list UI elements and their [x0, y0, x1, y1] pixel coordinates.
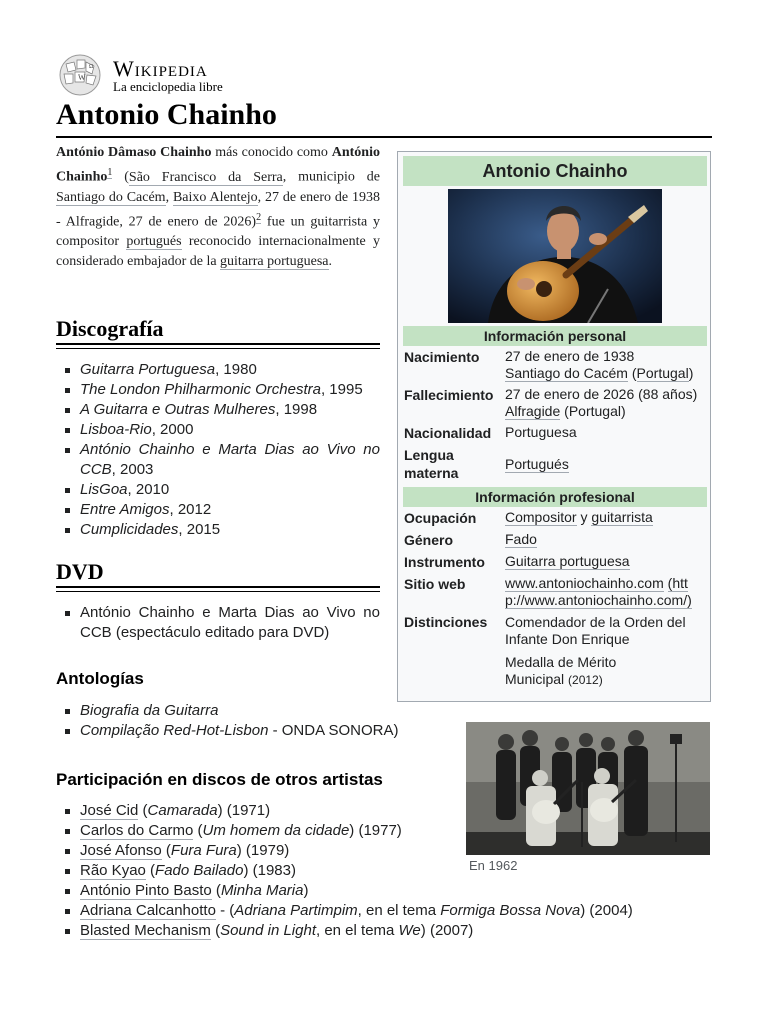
distincion-2-year: (2012)	[568, 673, 603, 687]
intro-text: (	[112, 169, 129, 185]
list-item	[56, 400, 380, 420]
group-photo-1962[interactable]	[466, 722, 710, 855]
list-item	[56, 420, 380, 440]
ocupacion-link-compositor[interactable]: Compositor	[505, 509, 577, 525]
instrumento-label: Instrumento	[404, 554, 485, 570]
svg-text:W: W	[78, 73, 86, 82]
artist-link[interactable]: José Afonso	[80, 842, 162, 859]
list-item	[56, 721, 456, 741]
link-sao-francisco-da-serra[interactable]: São Francisco da Serra	[128, 169, 283, 185]
item-text: (	[210, 922, 221, 939]
list-item	[56, 603, 380, 643]
ocupacion-value	[505, 509, 705, 526]
list-item	[56, 520, 380, 540]
album-title: Fado Bailado	[155, 862, 244, 879]
item-text: (	[211, 882, 221, 899]
death-date: 27 de enero de 2026 (88 años)	[505, 386, 698, 402]
ocupacion-sep: y	[576, 509, 592, 525]
birth-date: 27 de enero de 1938	[505, 348, 635, 364]
infobox-section-profesional: Información profesional	[403, 487, 707, 507]
genero-label: Género	[404, 532, 454, 548]
item-text: , en el tema	[357, 902, 441, 919]
wikipedia-tagline: La enciclopedia libre	[113, 79, 223, 94]
artist-link[interactable]: Blasted Mechanism	[80, 922, 211, 939]
item-text: - (	[215, 902, 235, 919]
distincion-1-line1: Comendador de la Orden del	[505, 614, 686, 630]
antologia-title: Compilação Red-Hot-Lisbon	[80, 722, 269, 739]
link-santiago-do-cacem[interactable]: Santiago do Cacém	[56, 189, 166, 205]
list-item	[56, 500, 380, 520]
sitio-web-url-link-cont[interactable]: p://www.antoniochainho.com/)	[505, 592, 692, 608]
item-text: ) (2007)	[420, 922, 474, 939]
item-text: ) (1971)	[217, 802, 271, 819]
album-title: Fura Fura	[170, 842, 237, 859]
distinciones-label: Distinciones	[404, 614, 488, 630]
discografia-list	[56, 360, 380, 540]
instrumento-link[interactable]: Guitarra portuguesa	[505, 553, 630, 569]
list-item	[56, 701, 456, 721]
dvd-title: António Chainho e Marta Dias ao Vivo no CCB (espectáculo editado para DVD)	[80, 604, 380, 641]
list-item	[56, 881, 716, 901]
album-title: Um homem da cidade	[202, 822, 350, 839]
svg-text:Ω: Ω	[89, 64, 94, 70]
intro-paragraph	[56, 143, 380, 272]
artist-link[interactable]: Rão Kyao	[80, 862, 146, 879]
item-text: , en el tema	[316, 922, 399, 939]
sitio-web-value	[505, 575, 705, 609]
infobox-section-personal: Información personal	[403, 326, 707, 346]
birth-place-link[interactable]: Santiago do Cacém	[505, 365, 628, 381]
list-item	[56, 440, 380, 480]
album-title: The London Philharmonic Orchestra	[80, 381, 321, 398]
list-item	[56, 480, 380, 500]
artist-link[interactable]: Adriana Calcanhotto	[80, 902, 216, 919]
dvd-list	[56, 603, 380, 643]
ocupacion-label: Ocupación	[404, 510, 477, 526]
lengua-label-line2: materna	[404, 465, 459, 481]
antologias-list	[56, 701, 456, 741]
ocupacion-link-guitarrista[interactable]: guitarrista	[591, 509, 653, 525]
album-title: Minha Maria	[220, 882, 304, 899]
distincion-1-line2: Infante Don Enrique	[505, 631, 630, 647]
album-year: , 1998	[275, 401, 318, 418]
artist-link[interactable]: José Cid	[80, 802, 139, 819]
album-year: , 2010	[127, 481, 170, 498]
fallecimiento-label: Fallecimiento	[404, 387, 494, 403]
item-text: (	[193, 822, 203, 839]
sitio-web-url-link[interactable]: (htt	[667, 575, 688, 591]
item-text: ) (1983)	[243, 862, 296, 879]
album-year: , 2000	[151, 421, 194, 438]
dvd-heading: DVD	[56, 559, 104, 584]
list-item	[56, 901, 716, 921]
album-title: A Guitarra e Outras Mulheres	[80, 401, 276, 418]
antologia-title: Biografia da Guitarra	[80, 702, 219, 719]
instrumento-value	[505, 553, 705, 570]
dvd-divider	[56, 586, 380, 592]
wikipedia-globe-icon[interactable]	[56, 54, 104, 96]
infobox-title: Antonio Chainho	[403, 156, 707, 186]
album-year: , 2003	[111, 461, 154, 478]
link-baixo-alentejo[interactable]: Baixo Alentejo	[172, 189, 258, 205]
song-title: Formiga Bossa Nova	[440, 902, 581, 919]
wikipedia-wordmark[interactable]: Wikipedia	[113, 56, 208, 81]
album-title: Adriana Partimpim	[234, 902, 358, 919]
artist-link[interactable]: Carlos do Carmo	[80, 822, 194, 839]
antologias-heading: Antologías	[56, 669, 144, 688]
participacion-heading: Participación en discos de otros artistas	[56, 770, 383, 789]
album-year: , 1980	[215, 361, 257, 378]
antologia-rest: - ONDA SONORA)	[268, 722, 399, 739]
album-title: António Chainho e Marta Dias ao Vivo no CCB	[80, 441, 380, 478]
genero-link[interactable]: Fado	[505, 531, 537, 547]
distincion-2-line1: Medalla de Mérito	[505, 654, 617, 670]
distincion-1	[505, 614, 705, 648]
page-title: Antonio Chainho	[56, 98, 277, 131]
nacimiento-label: Nacimiento	[404, 349, 480, 365]
photo-caption: En 1962	[469, 858, 518, 873]
item-text: (	[138, 802, 148, 819]
album-title: Cumplicidades	[80, 521, 179, 538]
list-item	[56, 921, 716, 941]
link-guitarra-portuguesa[interactable]: guitarra portuguesa	[220, 254, 329, 270]
fallecimiento-value	[505, 386, 705, 420]
death-country: (Portugal)	[560, 403, 626, 419]
item-text: ) (1979)	[236, 842, 290, 859]
song-title: We	[398, 922, 421, 939]
intro-text: .	[328, 254, 333, 270]
artist-link[interactable]: António Pinto Basto	[80, 882, 212, 899]
album-title: Entre Amigos	[80, 501, 170, 518]
item-text: ) (1977)	[349, 822, 402, 839]
portrait-photo[interactable]	[448, 189, 662, 323]
nacimiento-value: 27 de enero de 1938 Santiago do Cacém (Portugal)	[505, 348, 694, 381]
album-title: Lisboa-Rio	[80, 421, 152, 438]
sitio-web-link[interactable]: www.antoniochainho.com	[505, 575, 664, 591]
album-title: LisGoa	[80, 481, 128, 498]
list-item	[56, 360, 380, 380]
intro-text: más conocido como	[211, 145, 332, 160]
death-place-link[interactable]: Alfragide	[505, 403, 561, 419]
lengua-value	[505, 456, 705, 473]
known-as-name: António Chainho	[56, 145, 380, 185]
item-text: ) (2004)	[580, 902, 633, 919]
reference-link-1[interactable]: 1	[107, 167, 113, 178]
album-year: , 1995	[320, 381, 363, 398]
lengua-label	[404, 446, 500, 482]
album-title: Camarada	[147, 802, 218, 819]
album-year: , 2012	[169, 501, 212, 518]
sitio-web-label: Sitio web	[404, 576, 466, 592]
list-item	[56, 380, 380, 400]
title-divider	[56, 136, 712, 138]
genero-value	[505, 531, 705, 548]
album-title: Sound in Light	[220, 922, 316, 939]
intro-text: , municipio de	[282, 169, 380, 185]
nacionalidad-label: Nacionalidad	[404, 425, 492, 441]
discografia-divider	[56, 343, 380, 349]
intro-text: fue un guitarrista y compositor	[56, 214, 381, 250]
intro-text: reconocido internacionalmente y considerado embajador de la	[56, 234, 380, 270]
birth-country-link[interactable]: Portugal	[636, 365, 689, 381]
intro-text: , 27 de enero de 1938 - Alfragide, 27 de enero de 2026)	[56, 189, 380, 230]
full-name: António Dâmaso Chainho	[56, 145, 212, 160]
album-title: Guitarra Portuguesa	[80, 361, 216, 378]
distincion-2	[505, 654, 705, 689]
link-portugues[interactable]: portugués	[126, 234, 182, 250]
discografia-heading: Discografía	[56, 316, 164, 341]
item-text: (	[161, 842, 171, 859]
distincion-2-line2: Municipal	[505, 671, 565, 687]
album-year: , 2015	[178, 521, 221, 538]
lengua-label-line1: Lengua	[404, 447, 454, 463]
item-text: )	[303, 882, 309, 899]
list-item	[56, 861, 716, 881]
intro-text: ,	[165, 189, 173, 205]
reference-link-2[interactable]: 2	[256, 211, 262, 223]
lengua-link[interactable]: Portugués	[505, 456, 569, 472]
item-text: (	[145, 862, 156, 879]
nacionalidad-value: Portuguesa	[505, 424, 577, 440]
